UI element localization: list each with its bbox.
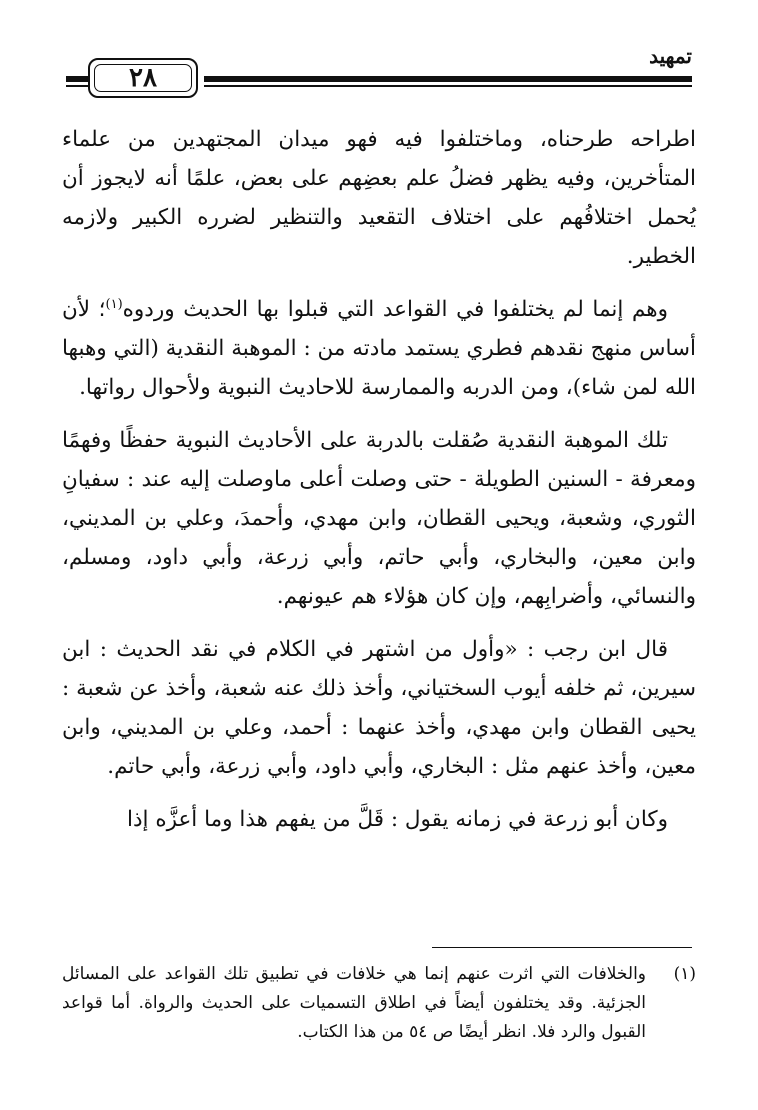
footnote-reference: (١)	[105, 296, 123, 312]
footnote-separator	[432, 947, 692, 948]
paragraph-2	[62, 290, 696, 407]
header-rule-left-thin	[66, 85, 88, 87]
page-header	[66, 40, 692, 100]
header-rule-thick	[204, 76, 692, 82]
main-text	[62, 120, 696, 853]
running-title: تمهيد	[649, 44, 692, 68]
paragraph-4: قال ابن رجب : «وأول من اشتهر في الكلام في نقد الحديث : ابن سيرين، ثم خلفه أيوب السختياني، وأخذ ذلك عنه شعبة، وأخذ عن شعبة : يحيى القطان وابن مهدي، وأخذ عنهما : أحمد، وعلي بن المديني، وابن معين، وأخذ عنهم مثل : البخاري، وأبي داود، وأبي زرعة، وأبي حاتم.	[62, 637, 696, 779]
footnote-text: والخلافات التي اثرت عنهم إنما هي خلافات في تطبيق تلك القواعد على المسائل الجزئية. وقد يختلفون أيضاً في اطلاق التسميات على الحديث والرواة. أما قواعد القبول والرد فلا. انظر أيضًا ص ٥٤ من هذا الكتاب.	[62, 964, 646, 1042]
paragraph-3: تلك الموهبة النقدية صُقلت بالدربة على الأحاديث النبوية حفظًا وفهمًا ومعرفة - السنين الطويلة - حتى وصلت أعلى ماوصلت إليه عند : سفيانِ الثوري، وشعبة، ويحيى القطان، وابن مهدي، وأحمدَ، وعلي بن المديني، وابن معين، والبخاري، وأبي حاتم، وأبي زرعة، وأبي داود، ومسلم، والنسائي، وأضرابِهم، وإن كان هؤلاء هم عيونهم.	[62, 428, 696, 609]
header-rule-left-thick	[66, 76, 88, 82]
footnote	[62, 960, 696, 1047]
footnote-number: (١)	[673, 964, 696, 984]
page-number: ٢٨	[129, 63, 157, 93]
paragraph-1: اطراحه طرحناه، وماختلفوا فيه فهو ميدان المجتهدين من علماء المتأخرين، وفيه يظهر فضلُ علم بعضِهم على بعض، علمًا أنه لايجوز أن يُحمل اختلافُهم على اختلاف التقعيد والتنظير لضرره الكبير ولازمه الخطير.	[62, 127, 696, 269]
paragraph-2-text-a: وهم إنما لم يختلفوا في القواعد التي قبلوا بها الحديث وردوه	[122, 297, 668, 322]
paragraph-5: وكان أبو زرعة في زمانه يقول : قَلَّ من يفهم هذا وما أعزَّه إذا	[127, 807, 668, 832]
header-rule-thin	[204, 85, 692, 87]
paragraph-2-text-b: ؛ لأن أساس منهج نقدهم فطري يستمد مادته من : الموهبة النقدية (التي وهبها الله لمن شاء)، ومن الدربه والممارسة للاحاديث النبوية ولأحوال رواتها.	[62, 297, 696, 400]
page-number-frame	[88, 58, 198, 98]
